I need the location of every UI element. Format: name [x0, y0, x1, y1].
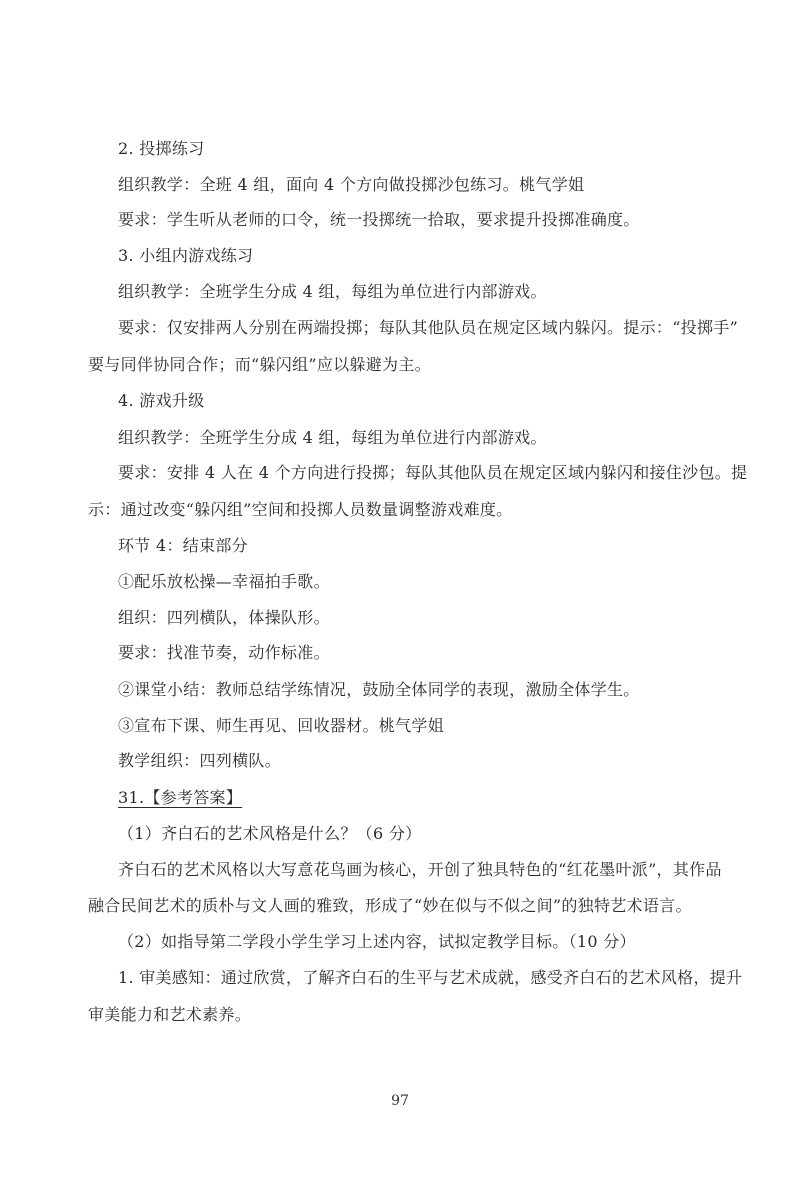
paragraph-line: 组织教学：全班学生分成 4 组，每组为单位进行内部游戏。 [118, 282, 547, 301]
section-heading-answer-31: 31.【参考答案】 [118, 788, 243, 807]
paragraph-line: 组织教学：全班 4 组，面向 4 个方向做投掷沙包练习。桃气学姐 [118, 175, 585, 194]
paragraph-line: ①配乐放松操—幸福拍手歌。 [118, 572, 330, 591]
subheading-game-upgrade: 4. 游戏升级 [118, 391, 205, 410]
paragraph-line: 审美能力和艺术素养。 [88, 1005, 252, 1024]
subheading-throwing-practice: 2. 投掷练习 [118, 139, 205, 158]
paragraph-line: 示：通过改变“躲闪组”空间和投掷人员数量调整游戏难度。 [88, 500, 513, 519]
page-number: 97 [391, 1093, 409, 1109]
paragraph-line: 要求：仅安排两人分别在两端投掷；每队其他队员在规定区域内躲闪。提示：“投掷手” [118, 318, 739, 337]
paragraph-line: 教学组织：四列横队。 [118, 751, 282, 770]
paragraph-line: 组织：四列横队，体操队形。 [118, 608, 330, 627]
paragraph-line: ②课堂小结：教师总结学练情况，鼓励全体同学的表现，激励全体学生。 [118, 680, 640, 699]
question-line: （2）如指导第二学段小学生学习上述内容，试拟定教学目标。（10 分） [118, 932, 636, 951]
paragraph-line: 要求：学生听从老师的口令，统一投掷统一拾取，要求提升投掷准确度。 [118, 210, 640, 229]
paragraph-line: 要求：找准节奏，动作标准。 [118, 643, 330, 662]
subheading-group-game: 3. 小组内游戏练习 [118, 246, 254, 265]
paragraph-line: 融合民间艺术的质朴与文人画的雅致，形成了“妙在似与不似之间”的独特艺术语言。 [88, 896, 692, 915]
paragraph-line: ③宣布下课、师生再见、回收器材。桃气学姐 [118, 716, 445, 735]
paragraph-line: 齐白石的艺术风格以大写意花鸟画为核心，开创了独具特色的“红花墨叶派”，其作品 [118, 860, 722, 879]
paragraph-line: 组织教学：全班学生分成 4 组，每组为单位进行内部游戏。 [118, 428, 547, 447]
subheading-closing-part: 环节 4：结束部分 [118, 536, 248, 555]
paragraph-line: 1. 审美感知：通过欣赏，了解齐白石的生平与艺术成就，感受齐白石的艺术风格，提升 [118, 968, 743, 987]
paragraph-line: 要求：安排 4 人在 4 个方向进行投掷；每队其他队员在规定区域内躲闪和接住沙包。提 [118, 463, 748, 482]
question-line: （1）齐白石的艺术风格是什么？（6 分） [118, 824, 422, 843]
paragraph-line: 要与同伴协同合作；而“躲闪组”应以躲避为主。 [88, 355, 431, 374]
